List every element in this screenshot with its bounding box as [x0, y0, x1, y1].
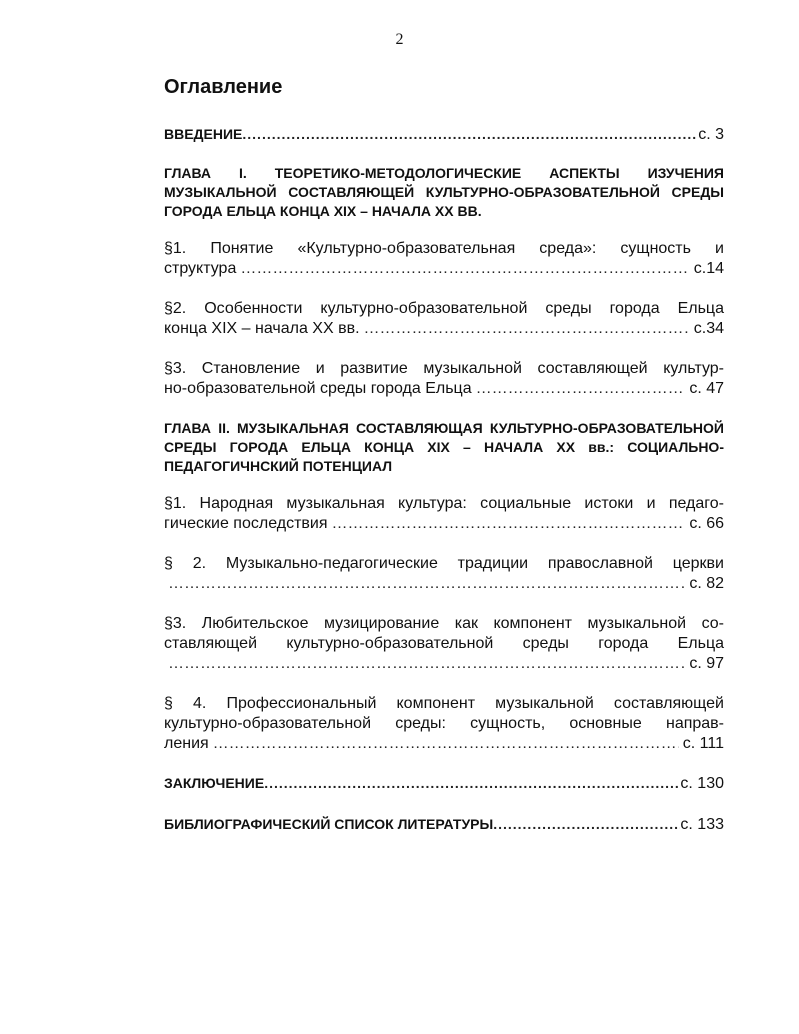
section-text: §1. Народная музыкальная культура: социальные истоки и педаго- [164, 495, 724, 512]
section-text: § 4. Профессиональный компонент музыкальной составляющей культурно-образовательной среды: сущность, основные направ- [164, 695, 724, 732]
toc-entry-conclusion[interactable] [164, 774, 724, 793]
entry-page: с. 3 [698, 126, 724, 143]
toc-title: Оглавление [164, 76, 283, 98]
dot-leader [168, 574, 685, 594]
dot-leader [493, 815, 680, 834]
entry-page: с.34 [693, 320, 724, 337]
entry-page: с. 82 [689, 575, 724, 592]
toc-entry-ch2-s4[interactable] [164, 694, 724, 754]
dot-leader [242, 125, 698, 144]
entry-label: ВВЕДЕНИЕ [164, 126, 243, 142]
dot-leader [240, 259, 689, 279]
dot-leader [168, 654, 685, 674]
section-text: § 2. Музыкально-педагогические традиции православной церкви [164, 555, 724, 572]
toc-entry-ch1-s3[interactable] [164, 359, 724, 399]
dot-leader [213, 734, 679, 754]
entry-page: с. 111 [682, 735, 724, 752]
section-text: §3. Любительское музицирование как компонент музыкальной со- ставляющей культурно-образовательной среды города Ельца [164, 615, 724, 652]
section-text: §3. Становление и развитие музыкальной составляющей культур- [164, 360, 724, 377]
section-text-end: но-образовательной среды города Ельца [164, 380, 472, 397]
entry-page: с. 97 [689, 655, 724, 672]
entry-page: с. 130 [680, 775, 724, 792]
entry-page: с.14 [693, 260, 724, 277]
toc-entry-ch2-s2[interactable] [164, 554, 724, 594]
dot-leader [264, 774, 680, 793]
chapter-1-heading[interactable]: ГЛАВА I. ТЕОРЕТИКО-МЕТОДОЛОГИЧЕСКИЕ АСПЕКТЫ ИЗУЧЕНИЯ МУЗЫКАЛЬНОЙ СОСТАВЛЯЮЩЕЙ КУЛЬТУРНО-ОБРАЗОВАТЕЛЬНОЙ СРЕДЫ ГОРОДА ЕЛЬЦА КОНЦА XIX – НАЧАЛА XX ВВ. [164, 165, 724, 219]
chapter-2-heading[interactable]: ГЛАВА II. МУЗЫКАЛЬНАЯ СОСТАВЛЯЮЩАЯ КУЛЬТУРНО-ОБРАЗОВАТЕЛЬНОЙ СРЕДЫ ГОРОДА ЕЛЬЦА КОНЦА XIX – НАЧАЛА XX вв.: СОЦИАЛЬНО-ПЕДАГОГИЧНСКИЙ ПОТЕНЦИАЛ [164, 420, 724, 474]
toc-entry-ch2-s3[interactable] [164, 614, 724, 674]
section-text-end: ления [164, 735, 209, 752]
dot-leader [332, 514, 686, 534]
entry-page: с. 133 [680, 816, 724, 833]
entry-page: с. 47 [689, 380, 724, 397]
section-text-end: структура [164, 260, 237, 277]
table-of-contents [164, 76, 724, 856]
toc-entry-ch2-s1[interactable] [164, 494, 724, 534]
entry-page: с. 66 [689, 515, 724, 532]
entry-label: ЗАКЛЮЧЕНИЕ [164, 775, 265, 791]
toc-entry-bibliography[interactable] [164, 815, 724, 834]
dot-leader [364, 319, 690, 339]
page-number: 2 [395, 31, 404, 48]
toc-entry-ch1-s2[interactable] [164, 299, 724, 339]
entry-label: БИБЛИОГРАФИЧЕСКИЙ СПИСОК ЛИТЕРАТУРЫ [164, 816, 494, 832]
toc-entry-ch1-s1[interactable] [164, 239, 724, 279]
dot-leader [476, 379, 686, 399]
section-text: §2. Особенности культурно-образовательной среды города Ельца [164, 300, 724, 317]
section-text-end: конца XIX – начала XX вв. [164, 320, 360, 337]
section-text: §1. Понятие «Культурно-образовательная среда»: сущность и [164, 240, 724, 257]
section-text-end: гические последствия [164, 515, 328, 532]
toc-entry-introduction[interactable] [164, 125, 724, 144]
